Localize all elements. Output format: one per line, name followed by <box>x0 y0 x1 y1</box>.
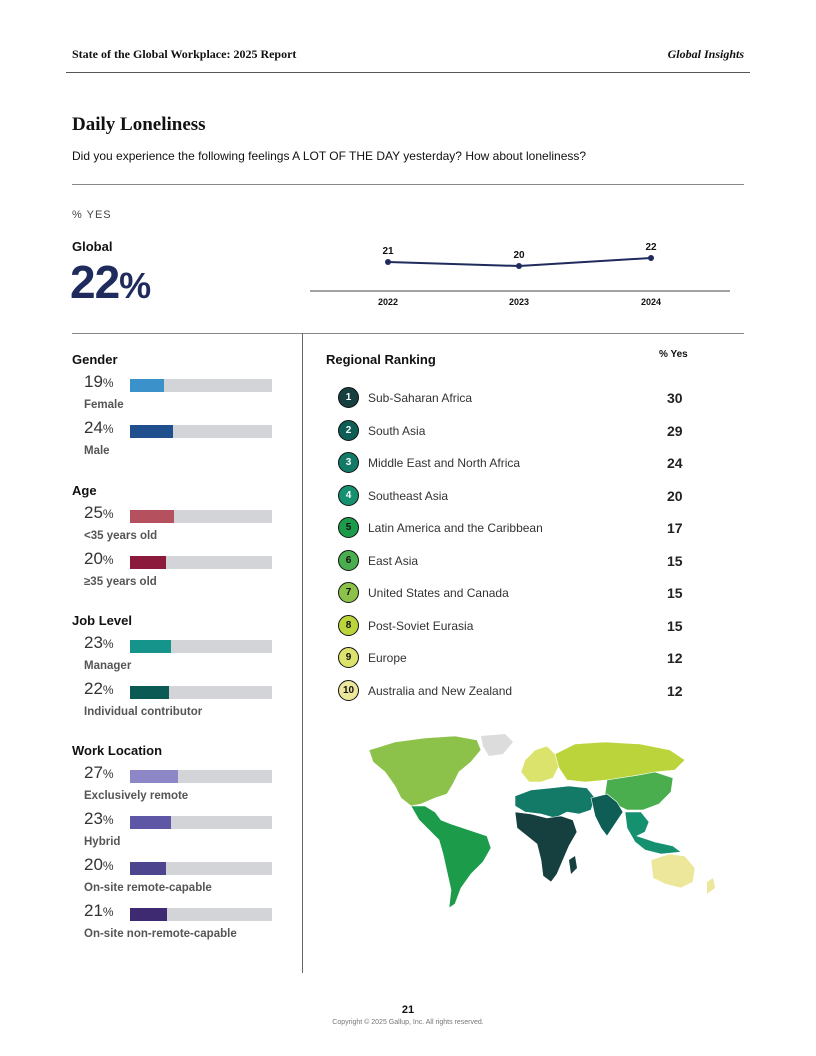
stat-value <box>84 809 114 829</box>
stat-value-pct: % <box>102 905 114 919</box>
map-region-new-zealand <box>707 878 715 894</box>
rank-badge: 8 <box>338 615 359 636</box>
region-value: 12 <box>667 682 683 699</box>
trend-data-label: 22 <box>645 242 657 253</box>
group-title: Job Level <box>72 613 132 628</box>
stat-bar <box>130 686 272 699</box>
stat-bar <box>130 908 272 921</box>
trend-point <box>516 263 522 269</box>
divider <box>72 184 744 185</box>
region-name: Latin America and the Caribbean <box>368 521 543 535</box>
stat-value-number: 20 <box>84 549 103 568</box>
stat-value-number: 22 <box>84 679 103 698</box>
global-value <box>70 255 150 309</box>
stat-bar-fill <box>130 908 167 921</box>
region-value: 15 <box>667 617 683 634</box>
stat-label: Male <box>84 445 110 457</box>
region-value: 15 <box>667 585 683 601</box>
stat-bar <box>130 862 272 875</box>
stat-value-pct: % <box>102 767 114 781</box>
stat-value <box>84 503 114 523</box>
group-title: Age <box>72 483 97 498</box>
stat-value-pct: % <box>102 683 114 697</box>
region-name: South Asia <box>368 423 426 438</box>
region-name: Sub-Saharan Africa <box>368 391 473 405</box>
stat-bar-fill <box>130 556 166 569</box>
map-region-sub-saharan-africa <box>515 812 577 882</box>
stat-value-pct: % <box>102 507 114 521</box>
stat-value-pct: % <box>102 813 114 827</box>
stat-bar <box>130 510 272 523</box>
stat-label: Hybrid <box>84 836 121 848</box>
stat-bar-fill <box>130 510 174 523</box>
stat-label: Exclusively remote <box>84 790 189 802</box>
stat-label: ≥35 years old <box>84 576 157 588</box>
section-name: Global Insights <box>667 47 744 61</box>
stat-label: Individual contributor <box>84 706 203 718</box>
stat-value <box>84 679 114 699</box>
stat-bar-fill <box>130 862 166 875</box>
global-value-pct: % <box>119 265 151 306</box>
map-region-madagascar <box>569 856 577 874</box>
stat-label: On-site remote-capable <box>84 882 212 894</box>
trend-point <box>385 259 391 265</box>
stat-value <box>84 633 114 653</box>
regional-yes-header: % Yes <box>659 349 688 360</box>
region-name: Post-Soviet Eurasia <box>368 618 474 633</box>
stat-value-number: 27 <box>84 763 103 782</box>
region-name: Middle East and North Africa <box>368 456 521 470</box>
rank-badge: 3 <box>338 452 359 473</box>
rank-badge: 5 <box>338 517 359 538</box>
stat-value-pct: % <box>102 376 114 390</box>
trend-data-label: 20 <box>513 250 525 261</box>
stat-bar <box>130 379 272 392</box>
stat-value <box>84 763 114 783</box>
stat-label: Manager <box>84 660 132 672</box>
trend-data-label: 21 <box>382 246 394 257</box>
stat-value <box>84 901 114 921</box>
trend-point <box>648 255 654 261</box>
rank-badge: 7 <box>338 582 359 603</box>
stat-value <box>84 372 114 392</box>
global-trend-chart <box>300 220 740 315</box>
region-value: 20 <box>667 487 683 504</box>
stat-bar <box>130 770 272 783</box>
region-value: 12 <box>667 650 683 666</box>
region-name: Southeast Asia <box>368 488 449 503</box>
map-region-southeast-asia <box>625 812 681 854</box>
region-name: United States and Canada <box>368 586 509 600</box>
stat-bar <box>130 425 272 438</box>
page-title: Daily Loneliness <box>72 114 206 135</box>
column-divider <box>302 333 303 973</box>
stat-bar-fill <box>130 379 164 392</box>
region-name: Europe <box>368 651 407 665</box>
rank-badge: 9 <box>338 647 359 668</box>
map-region-greenland <box>481 734 513 756</box>
rank-badge: 10 <box>338 680 359 701</box>
report-title: State of the Global Workplace: 2025 Report <box>72 47 297 61</box>
group-title: Gender <box>72 352 118 367</box>
rank-badge: 4 <box>338 485 359 506</box>
stat-value-number: 20 <box>84 855 103 874</box>
region-value: 17 <box>667 520 683 536</box>
region-name: Australia and New Zealand <box>368 683 513 698</box>
region-value: 15 <box>667 552 683 569</box>
stat-label: <35 years old <box>84 530 158 542</box>
stat-bar <box>130 640 272 653</box>
stat-value-pct: % <box>102 859 114 873</box>
stat-value-number: 24 <box>84 418 103 437</box>
stat-bar <box>130 556 272 569</box>
stat-value <box>84 418 114 438</box>
divider <box>72 333 744 334</box>
stat-value-pct: % <box>102 422 114 436</box>
stat-label: On-site non-remote-capable <box>84 928 237 940</box>
region-value: 24 <box>667 455 683 471</box>
stat-bar-fill <box>130 770 178 783</box>
region-value: 29 <box>667 422 683 439</box>
region-value: 30 <box>667 390 683 406</box>
copyright: Copyright © 2025 Gallup, Inc. All rights reserved. <box>332 1019 484 1026</box>
stat-value-number: 21 <box>84 901 103 920</box>
stat-bar-fill <box>130 686 169 699</box>
global-value-number: 22 <box>70 256 120 308</box>
stat-bar-fill <box>130 425 173 438</box>
yes-label: % YES <box>72 209 112 221</box>
rank-badge: 1 <box>338 387 359 408</box>
world-map <box>355 732 720 912</box>
stat-bar-fill <box>130 640 171 653</box>
stat-value-number: 25 <box>84 503 103 522</box>
stat-bar <box>130 816 272 829</box>
header-divider <box>66 72 750 73</box>
regional-ranking-title: Regional Ranking <box>326 352 436 367</box>
x-tick-label: 2022 <box>377 297 399 307</box>
stat-bar-fill <box>130 816 171 829</box>
stat-value-number: 23 <box>84 633 103 652</box>
stat-value-number: 19 <box>84 372 103 391</box>
x-tick-label: 2024 <box>640 297 662 307</box>
rank-badge: 6 <box>338 550 359 571</box>
x-tick-label: 2023 <box>508 297 530 307</box>
region-name: East Asia <box>368 553 419 568</box>
rank-badge: 2 <box>338 420 359 441</box>
stat-value <box>84 855 114 875</box>
map-region-latin-america <box>411 806 491 908</box>
stat-label: Female <box>84 399 124 411</box>
stat-value-number: 23 <box>84 809 103 828</box>
stat-value <box>84 549 114 569</box>
page-number: 21 <box>401 1004 415 1016</box>
stat-value-pct: % <box>102 637 114 651</box>
map-region-europe <box>521 746 559 782</box>
map-region-us-canada <box>369 736 481 806</box>
group-title: Work Location <box>72 743 163 758</box>
stat-value-pct: % <box>102 553 114 567</box>
survey-question: Did you experience the following feelings A LOT OF THE DAY yesterday? How about loneliness? <box>72 149 587 163</box>
map-region-australia-nz <box>651 854 695 888</box>
global-label: Global <box>72 239 113 254</box>
